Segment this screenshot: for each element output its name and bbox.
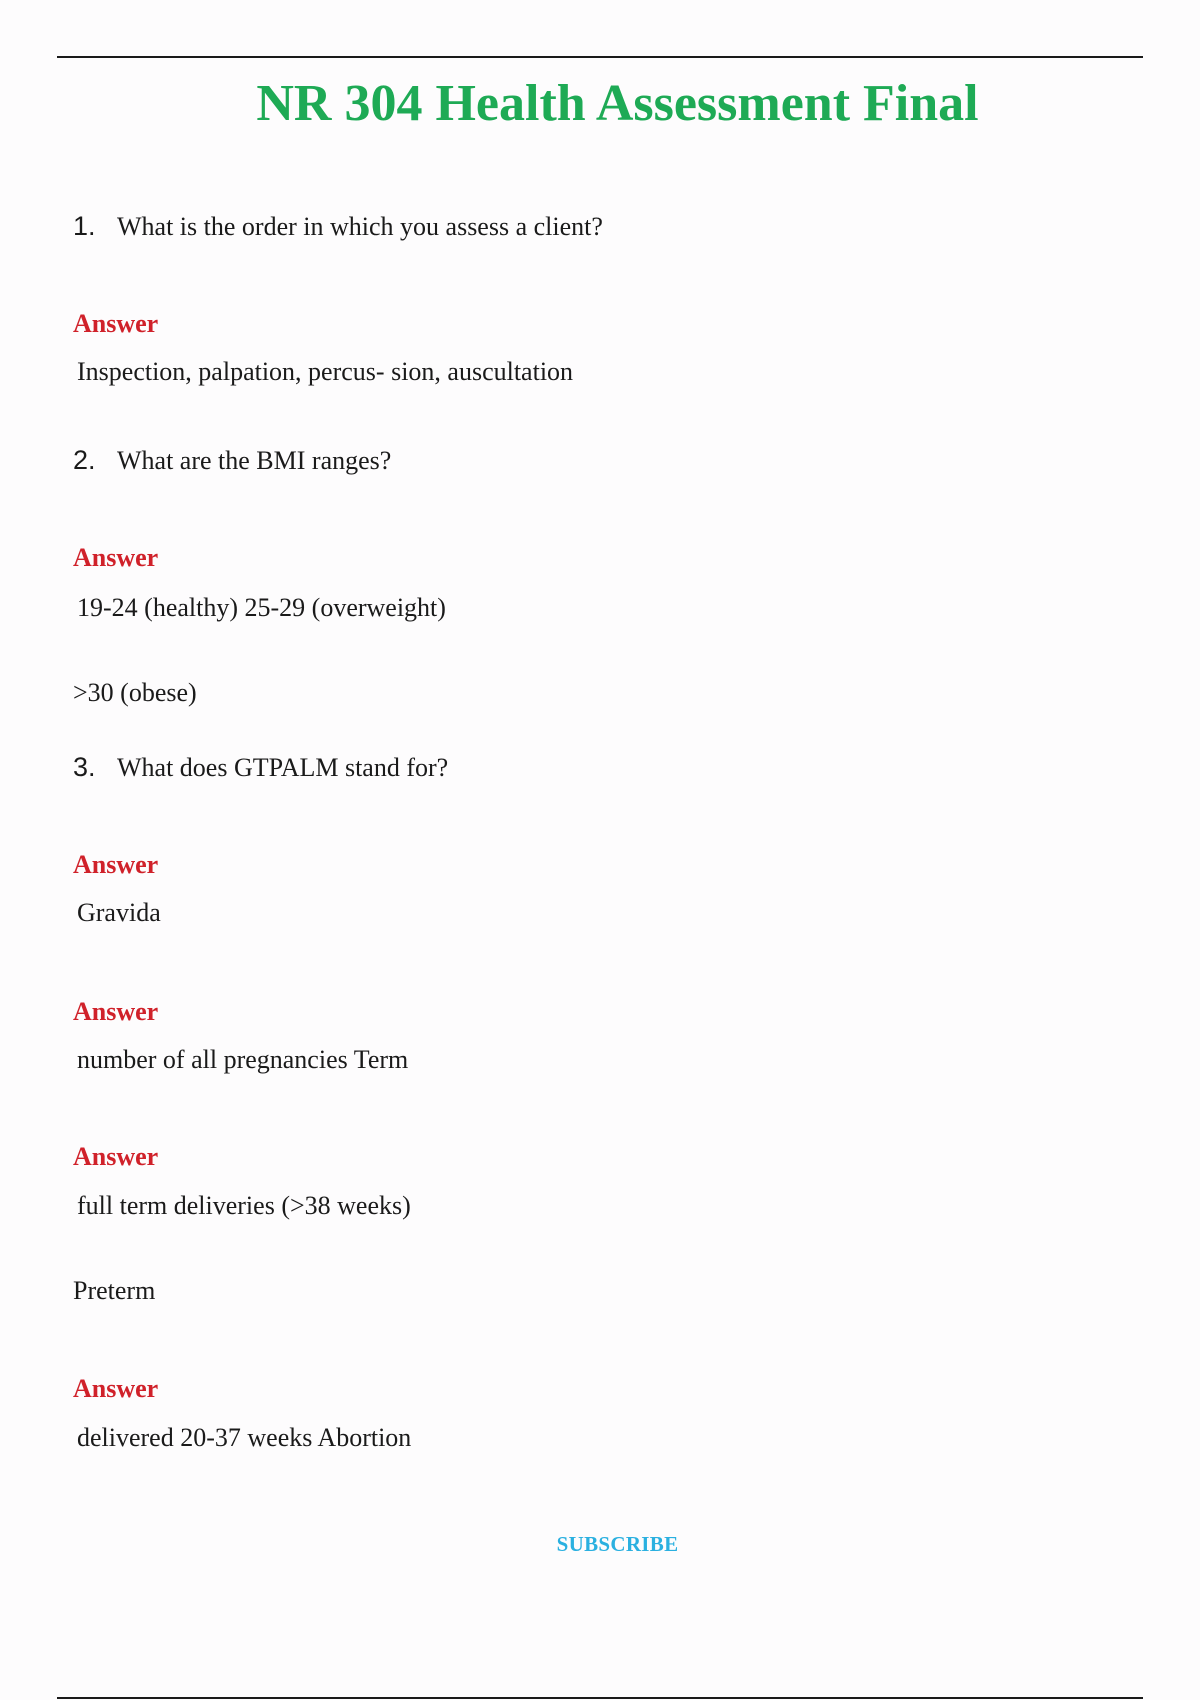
answer-label: Answer [73, 997, 159, 1026]
bottom-rule [57, 1697, 1143, 1699]
document-title: NR 304 Health Assessment Final [256, 75, 979, 132]
answer-label: Answer [73, 850, 159, 879]
answer-label: Answer [73, 1374, 159, 1403]
question-text: What is the order in which you assess a client? [117, 212, 603, 241]
answer-text: Gravida [77, 898, 161, 927]
question-1 [73, 210, 603, 243]
top-rule [57, 56, 1143, 58]
question-number: 1. [73, 211, 96, 241]
answer-continuation: Preterm [73, 1276, 156, 1305]
question-3 [73, 751, 448, 784]
question-text: What does GTPALM stand for? [117, 753, 449, 782]
answer-text: number of all pregnancies Term [77, 1045, 409, 1074]
answer-text: Inspection, palpation, percus- sion, auscultation [77, 357, 574, 386]
answer-text: 19-24 (healthy) 25-29 (overweight) [77, 593, 446, 622]
question-number: 3. [73, 752, 96, 782]
answer-text: delivered 20-37 weeks Abortion [77, 1423, 412, 1452]
question-number: 2. [73, 445, 96, 475]
question-text: What are the BMI ranges? [117, 446, 392, 475]
answer-label: Answer [73, 543, 159, 572]
question-2 [73, 444, 391, 477]
answer-continuation: >30 (obese) [73, 678, 197, 707]
answer-text: full term deliveries (>38 weeks) [77, 1191, 411, 1220]
answer-label: Answer [73, 1142, 159, 1171]
subscribe-link[interactable]: SUBSCRIBE [556, 1532, 679, 1556]
answer-label: Answer [73, 309, 159, 338]
